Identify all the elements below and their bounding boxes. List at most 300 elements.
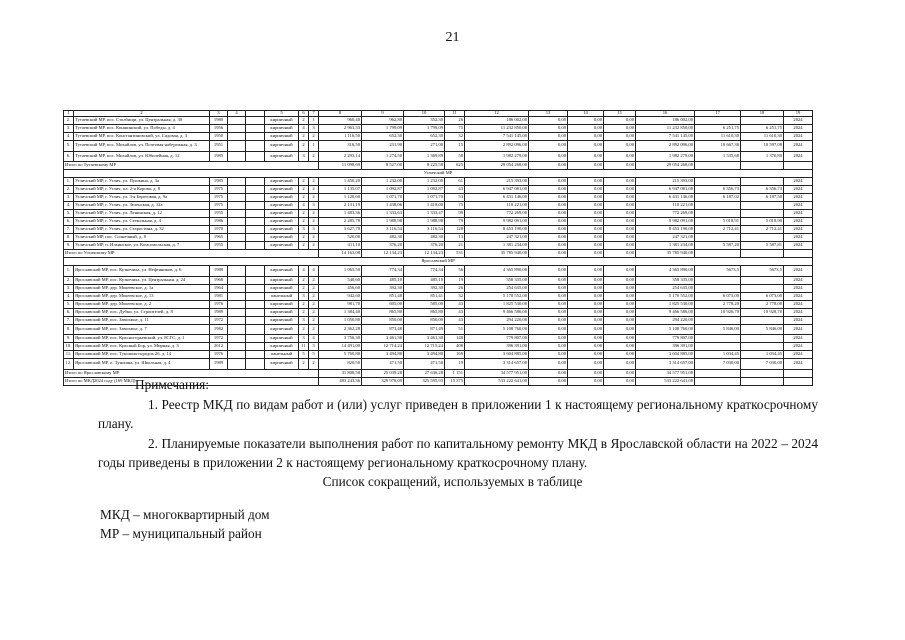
table-cell: 3. <box>64 284 74 292</box>
table-cell: 2 <box>299 276 309 284</box>
table-cell: 5 <box>309 351 319 359</box>
table-cell: 5 760,80 <box>319 351 362 359</box>
table-cell: 3 627,78 <box>319 226 362 234</box>
table-cell: 6 356,73 <box>741 186 784 194</box>
header-cell: 1 <box>64 111 74 117</box>
table-cell <box>246 359 265 370</box>
table-row <box>64 300 813 308</box>
table-cell: 0,00 <box>529 316 568 324</box>
table-cell: кирпичный <box>265 359 299 370</box>
table-cell: 0,00 <box>604 377 636 385</box>
table-cell <box>246 266 265 277</box>
table-cell: 271,00 <box>404 141 445 152</box>
table-cell: 27 636,28 <box>404 369 445 377</box>
table-cell: Угличский МР, г. Углич, ул. 3-я Береговая, д. 9а <box>74 194 210 202</box>
table-cell: 0,00 <box>604 316 636 324</box>
table-cell: 960,40 <box>319 117 362 125</box>
table-cell: 482,30 <box>404 234 445 242</box>
table-cell: 32 <box>445 133 465 141</box>
table-cell: 13 <box>445 234 465 242</box>
table-cell: 29 054 268,00 <box>465 162 529 170</box>
table-cell: 0,00 <box>568 351 604 359</box>
table-cell: 34 577 951,00 <box>465 369 529 377</box>
table-cell: Ярославский МР, дер. Мокеевское, д. 1а <box>74 284 210 292</box>
table-cell: 1988 <box>210 266 228 277</box>
table-cell: 1970 <box>210 226 228 234</box>
table-cell: 376,20 <box>362 242 404 250</box>
table-cell: 0,00 <box>529 308 568 316</box>
table-cell: кирпичный <box>265 218 299 226</box>
table-cell: 0,00 <box>604 178 636 186</box>
table-cell: 2 <box>309 242 319 250</box>
table-cell: 772 269,00 <box>465 210 529 218</box>
table-cell: Ярославский МР, пос. Заволжье, д. 7 <box>74 324 210 335</box>
table-cell <box>228 218 246 226</box>
table-cell: 6 251,75 <box>741 125 784 133</box>
table-cell: 8. <box>64 324 74 335</box>
table-cell: 0,00 <box>529 133 568 141</box>
table-cell: 1 116,50 <box>319 133 362 141</box>
table-cell: кирпичный <box>265 266 299 277</box>
table-cell: 396 391,00 <box>465 343 529 351</box>
table-cell <box>741 234 784 242</box>
table-cell: Тутаевский МР, пос. Константиновский, ул. Садовая, д. 3 <box>74 133 210 141</box>
table-cell: Ярославский МР, дер. Мокеевское, д. 13 <box>74 292 210 300</box>
total-label: Итого по Ярославскому МР <box>64 369 319 377</box>
table-cell: 2 <box>309 324 319 335</box>
table-row <box>64 117 813 125</box>
table-cell <box>695 343 741 351</box>
table-row <box>64 226 813 234</box>
table-cell: кирпичный <box>265 151 299 162</box>
table-cell: 2 778,20 <box>695 300 741 308</box>
table-cell: 2 <box>309 359 319 370</box>
table-cell <box>246 141 265 152</box>
table-cell <box>228 186 246 194</box>
table-cell: 1 799,09 <box>404 125 445 133</box>
table-cell: 352,30 <box>404 117 445 125</box>
table-cell: 12 714,24 <box>362 343 404 351</box>
table-cell: 2 892 096,00 <box>465 141 529 152</box>
table-cell: 0,00 <box>568 266 604 277</box>
table-cell: 2024 <box>784 300 813 308</box>
table-row <box>64 242 813 250</box>
table-cell: 1972 <box>210 316 228 324</box>
table-cell: 0,00 <box>568 178 604 186</box>
table-cell <box>246 316 265 324</box>
table-cell: Угличский МР, г. Углич, ул. Зеленская, д. 12а <box>74 202 210 210</box>
table-row <box>64 316 813 324</box>
table-cell: 3 604 885,00 <box>636 351 695 359</box>
table-cell: 8 453 190,00 <box>465 226 529 234</box>
table-cell: 10. <box>64 343 74 351</box>
table-cell: 3 <box>299 226 309 234</box>
table-cell: 2024 <box>784 335 813 343</box>
table-cell <box>741 284 784 292</box>
table-cell: 1 092,87 <box>404 186 445 194</box>
table-cell: 772 269,00 <box>636 210 695 218</box>
table-cell: 6 251,75 <box>695 125 741 133</box>
section-row <box>64 258 813 266</box>
table-cell: 533 222 641,00 <box>465 377 529 385</box>
table-cell: 2 <box>299 324 309 335</box>
registry-table <box>63 110 813 386</box>
table-cell: 1 333,63 <box>362 210 404 218</box>
table-cell: 652,30 <box>362 133 404 141</box>
table-cell <box>246 210 265 218</box>
table-cell: 471,50 <box>362 359 404 370</box>
table-cell: 1 232,00 <box>404 178 445 186</box>
table-cell: 0,00 <box>529 242 568 250</box>
table-cell: 2 892 096,00 <box>636 141 695 152</box>
table-cell: 1 120,60 <box>319 194 362 202</box>
header-cell: 16 <box>636 111 695 117</box>
table-row <box>64 324 813 335</box>
table-cell: 0,00 <box>568 284 604 292</box>
table-cell: 15 375 <box>445 377 465 385</box>
table-cell: 11 610,30 <box>695 133 741 141</box>
table-cell: Ярославский МР, пос. Красный Бор, ул. Мирная, д. 3 <box>74 343 210 351</box>
table-cell: 2024 <box>784 351 813 359</box>
table-cell: 962,80 <box>362 117 404 125</box>
table-cell: 1 135,07 <box>319 186 362 194</box>
table-cell: 2. <box>64 117 74 125</box>
table-cell <box>741 316 784 324</box>
table-row <box>64 292 813 300</box>
table-cell: 4 365 890,00 <box>465 266 529 277</box>
table-cell: 2 <box>309 234 319 242</box>
table-cell: 0,00 <box>604 218 636 226</box>
table-cell: кирпичный <box>265 316 299 324</box>
table-cell: 2 <box>309 218 319 226</box>
table-cell: 2024 <box>784 218 813 226</box>
table-cell: 1975 <box>210 194 228 202</box>
table-cell: 0,00 <box>529 141 568 152</box>
table-cell: Угличский МР, г. Углич, ул. Стекольная, д. 4 <box>74 218 210 226</box>
table-cell: 0,00 <box>529 359 568 370</box>
table-cell: 0,00 <box>529 266 568 277</box>
table-cell <box>246 202 265 210</box>
table-cell <box>695 162 741 170</box>
table-cell <box>741 162 784 170</box>
table-cell <box>741 335 784 343</box>
table-cell: 3 <box>309 125 319 133</box>
table-cell <box>695 316 741 324</box>
table-cell: 1955 <box>210 210 228 218</box>
table-cell: 4. <box>64 202 74 210</box>
table-cell: кирпичный <box>265 186 299 194</box>
table-cell: 865,80 <box>404 308 445 316</box>
table-row <box>64 186 813 194</box>
table-cell: 2012 <box>210 343 228 351</box>
table-cell: 7 541 145,00 <box>465 133 529 141</box>
table-cell: 6. <box>64 308 74 316</box>
table-cell: 10 667,38 <box>695 141 741 152</box>
table-cell: 1 418,00 <box>404 202 445 210</box>
table-cell: 329 978,09 <box>362 377 404 385</box>
table-cell <box>228 133 246 141</box>
table-cell: 5 108 760,00 <box>465 324 529 335</box>
table-cell: 1 232,00 <box>362 178 404 186</box>
table-cell: Ярославский МР, пос. Заволжье, д. 11 <box>74 316 210 324</box>
table-cell: 358 335,00 <box>636 276 695 284</box>
table-cell: 820,50 <box>319 359 362 370</box>
table-cell: 43 <box>445 300 465 308</box>
table-cell: 8 225,58 <box>404 162 445 170</box>
table-cell: 392,30 <box>362 284 404 292</box>
table-cell: 2 <box>299 133 309 141</box>
table-cell: 485,10 <box>362 276 404 284</box>
table-cell: 1975 <box>210 186 228 194</box>
header-cell: 6 <box>299 111 309 117</box>
table-cell <box>228 292 246 300</box>
table-row <box>64 210 813 218</box>
table-cell <box>246 234 265 242</box>
table-cell: 51 <box>445 324 465 335</box>
table-cell: 0,00 <box>568 133 604 141</box>
table-cell: 9 466 586,00 <box>465 308 529 316</box>
table-cell: 0,00 <box>604 234 636 242</box>
table-cell: 325 595,93 <box>404 377 445 385</box>
table-cell <box>246 284 265 292</box>
table-cell: 43 <box>445 186 465 194</box>
table-row <box>64 234 813 242</box>
table-cell <box>228 117 246 125</box>
table-cell: 1 988,98 <box>362 218 404 226</box>
table-row <box>64 351 813 359</box>
table-cell <box>784 250 813 258</box>
table-cell: 0,00 <box>568 324 604 335</box>
table-cell: 1 384,40 <box>319 308 362 316</box>
table-cell: 3 116,54 <box>404 226 445 234</box>
header-cell: 13 <box>529 111 568 117</box>
table-cell: 2 131,19 <box>319 202 362 210</box>
table-cell: Угличский МР, п. Ильинское, ул. Комсомольская, д. 7 <box>74 242 210 250</box>
table-cell: 11 610,30 <box>741 133 784 141</box>
table-cell <box>228 316 246 324</box>
table-cell: 9 466 586,00 <box>636 308 695 316</box>
table-cell: 3. <box>64 194 74 202</box>
table-cell: 2 963,33 <box>319 125 362 133</box>
table-cell: 2024 <box>784 125 813 133</box>
table-cell: кирпичный <box>265 125 299 133</box>
table-cell <box>246 125 265 133</box>
table-cell: 2 <box>299 210 309 218</box>
table-cell <box>228 284 246 292</box>
table-cell: 0,00 <box>604 226 636 234</box>
table-cell <box>228 178 246 186</box>
table-cell: 0,00 <box>604 133 636 141</box>
table-cell: 0,00 <box>604 117 636 125</box>
table-cell: 0,00 <box>568 210 604 218</box>
table-cell: Тутаевский МР, пос. Михайлов, ул. Почтовая набережная, д. 3 <box>74 141 210 152</box>
table-row <box>64 359 813 370</box>
header-cell: 5 <box>265 111 299 117</box>
table-cell: 1968 <box>210 276 228 284</box>
table-cell <box>228 141 246 152</box>
table-cell: 0,00 <box>568 316 604 324</box>
table-cell: Угличский МР, г. Углич, ул. Пушкина, д. 3а <box>74 178 210 186</box>
table-cell: 0,00 <box>604 292 636 300</box>
table-cell: 2024 <box>784 226 813 234</box>
table-cell: 2 <box>299 218 309 226</box>
table-cell: 11 <box>299 343 309 351</box>
table-cell <box>741 210 784 218</box>
table-cell: 1 438,06 <box>362 202 404 210</box>
table-cell: кирпичный <box>265 226 299 234</box>
table-cell: 1 071,70 <box>404 194 445 202</box>
table-cell: 1 799,09 <box>362 125 404 133</box>
table-cell: 0,00 <box>604 242 636 250</box>
table-cell <box>784 162 813 170</box>
table-cell: 1 535,68 <box>695 151 741 162</box>
table-cell: 2024 <box>784 266 813 277</box>
table-cell: 0,00 <box>529 377 568 385</box>
table-cell <box>246 308 265 316</box>
table-row <box>64 151 813 162</box>
table-cell: 0,00 <box>568 226 604 234</box>
header-cell: 2 <box>74 111 210 117</box>
table-cell: 2 <box>309 316 319 324</box>
table-cell: 0,00 <box>604 202 636 210</box>
table-cell: 1985 <box>210 151 228 162</box>
table-cell: 0,00 <box>604 250 636 258</box>
table-cell: 2 <box>299 242 309 250</box>
table-cell: 358 335,00 <box>465 276 529 284</box>
table-cell <box>246 351 265 359</box>
table-cell: 942,60 <box>319 292 362 300</box>
header-cell: 18 <box>741 111 784 117</box>
table-cell <box>228 194 246 202</box>
table-cell <box>246 343 265 351</box>
table-cell: 1964 <box>210 284 228 292</box>
table-cell: 0,00 <box>529 292 568 300</box>
table-cell: 186 002,00 <box>465 117 529 125</box>
table-cell <box>246 194 265 202</box>
table-cell: Ярославский МР, пос. Красногорьевский, ул. 8СГС, д. 1 <box>74 335 210 343</box>
table-cell: 0,00 <box>568 276 604 284</box>
table-cell: 6 431 146,00 <box>636 194 695 202</box>
table-cell <box>741 117 784 125</box>
table-cell: 1975 <box>210 202 228 210</box>
table-cell: 0,00 <box>529 284 568 292</box>
table-cell: Угличский МР, г. Углич, пл. 2-я Корова, д. 8 <box>74 186 210 194</box>
table-cell: Ярославский МР, пос. Кузнечиха, ул. Центральная, д. 24 <box>74 276 210 284</box>
table-cell: 520,00 <box>319 234 362 242</box>
table-cell: 411,10 <box>319 242 362 250</box>
table-cell: 0,00 <box>529 369 568 377</box>
table-cell: 2024 <box>784 210 813 218</box>
table-cell: 5 170 552,00 <box>465 292 529 300</box>
table-cell <box>246 186 265 194</box>
table-cell: 5 846,00 <box>741 324 784 335</box>
section-label: Ярославский МР <box>64 258 813 266</box>
table-cell: 0,00 <box>604 151 636 162</box>
table-cell: 5. <box>64 210 74 218</box>
table-cell: 2 <box>299 117 309 125</box>
table-cell: кирпичный <box>265 141 299 152</box>
table-cell: 12 715,24 <box>404 343 445 351</box>
table-cell <box>246 218 265 226</box>
table-cell: панельный <box>265 351 299 359</box>
table-cell: 0,00 <box>529 324 568 335</box>
table-cell: 2 <box>299 234 309 242</box>
header-cell: 17 <box>695 111 741 117</box>
table-cell: 6 356,73 <box>695 186 741 194</box>
table-cell <box>246 276 265 284</box>
table-cell: 3. <box>64 125 74 133</box>
table-cell: 471,50 <box>404 359 445 370</box>
header-cell: 4 <box>228 111 246 117</box>
table-cell: Ярославский МР, пос. Кузнечиха, ул. Нефтяников, д. 6 <box>74 266 210 277</box>
table-cell: 0,00 <box>604 351 636 359</box>
table-cell: 1 825 530,00 <box>465 300 529 308</box>
table-cell: 254 635,00 <box>465 284 529 292</box>
header-cell: 8 <box>319 111 362 117</box>
table-cell: 3 <box>309 202 319 210</box>
table-cell: 0,00 <box>568 292 604 300</box>
table-cell: 215 393,00 <box>465 178 529 186</box>
table-cell: 247 321,00 <box>465 234 529 242</box>
table-cell: 5 018,91 <box>695 218 741 226</box>
table-cell: 0,00 <box>529 202 568 210</box>
table-cell: 316,50 <box>319 141 362 152</box>
table-cell: 7 030,00 <box>695 359 741 370</box>
table-cell: 6 431 146,00 <box>465 194 529 202</box>
table-cell: 2 <box>309 178 319 186</box>
table-row <box>64 194 813 202</box>
table-cell: 7. <box>64 316 74 324</box>
table-cell: 294 220,00 <box>465 316 529 324</box>
table-cell: 3 604 885,00 <box>465 351 529 359</box>
table-cell: 2 712,41 <box>695 226 741 234</box>
table-cell: 10 926,70 <box>695 308 741 316</box>
header-cell: 14 <box>568 111 604 117</box>
table-cell: 0,00 <box>568 202 604 210</box>
table-cell: 15 <box>445 141 465 152</box>
table-cell: 110 221,00 <box>465 202 529 210</box>
table-row <box>64 308 813 316</box>
table-cell: Ярославский МР, п. Туношна, ул. Школьная, д. 4 <box>74 359 210 370</box>
table-cell: 6 187,02 <box>695 194 741 202</box>
table-cell: 0,00 <box>568 377 604 385</box>
table-cell: кирпичный <box>265 276 299 284</box>
table-cell <box>228 125 246 133</box>
table-cell: 5 <box>299 351 309 359</box>
table-cell: 2024 <box>784 117 813 125</box>
table-cell: 4 <box>299 202 309 210</box>
table-cell: 29 054 268,00 <box>636 162 695 170</box>
table-cell: 1982 <box>210 324 228 335</box>
table-cell: 0,00 <box>529 151 568 162</box>
table-cell <box>246 292 265 300</box>
table-cell: 2024 <box>784 276 813 284</box>
table-cell <box>695 117 741 125</box>
table-cell: 0,00 <box>604 276 636 284</box>
table-cell: 0,00 <box>529 234 568 242</box>
table-cell: 6. <box>64 151 74 162</box>
note-2: 2. Планируемые показатели выполнения работ по капитальному ремонту МКД в Ярославской области на 2022 – 2024 годы приведены в приложении 2 к настоящему региональному краткосрочному плану. <box>98 435 818 470</box>
page-number: 21 <box>445 30 460 45</box>
table-cell <box>695 284 741 292</box>
table-cell: 0,00 <box>604 369 636 377</box>
table-cell: 5 587,20 <box>695 242 741 250</box>
table-cell: 0,00 <box>604 210 636 218</box>
table-cell: 5 170 552,00 <box>636 292 695 300</box>
table-cell <box>246 324 265 335</box>
header-cell: 9 <box>362 111 404 117</box>
table-cell <box>228 234 246 242</box>
